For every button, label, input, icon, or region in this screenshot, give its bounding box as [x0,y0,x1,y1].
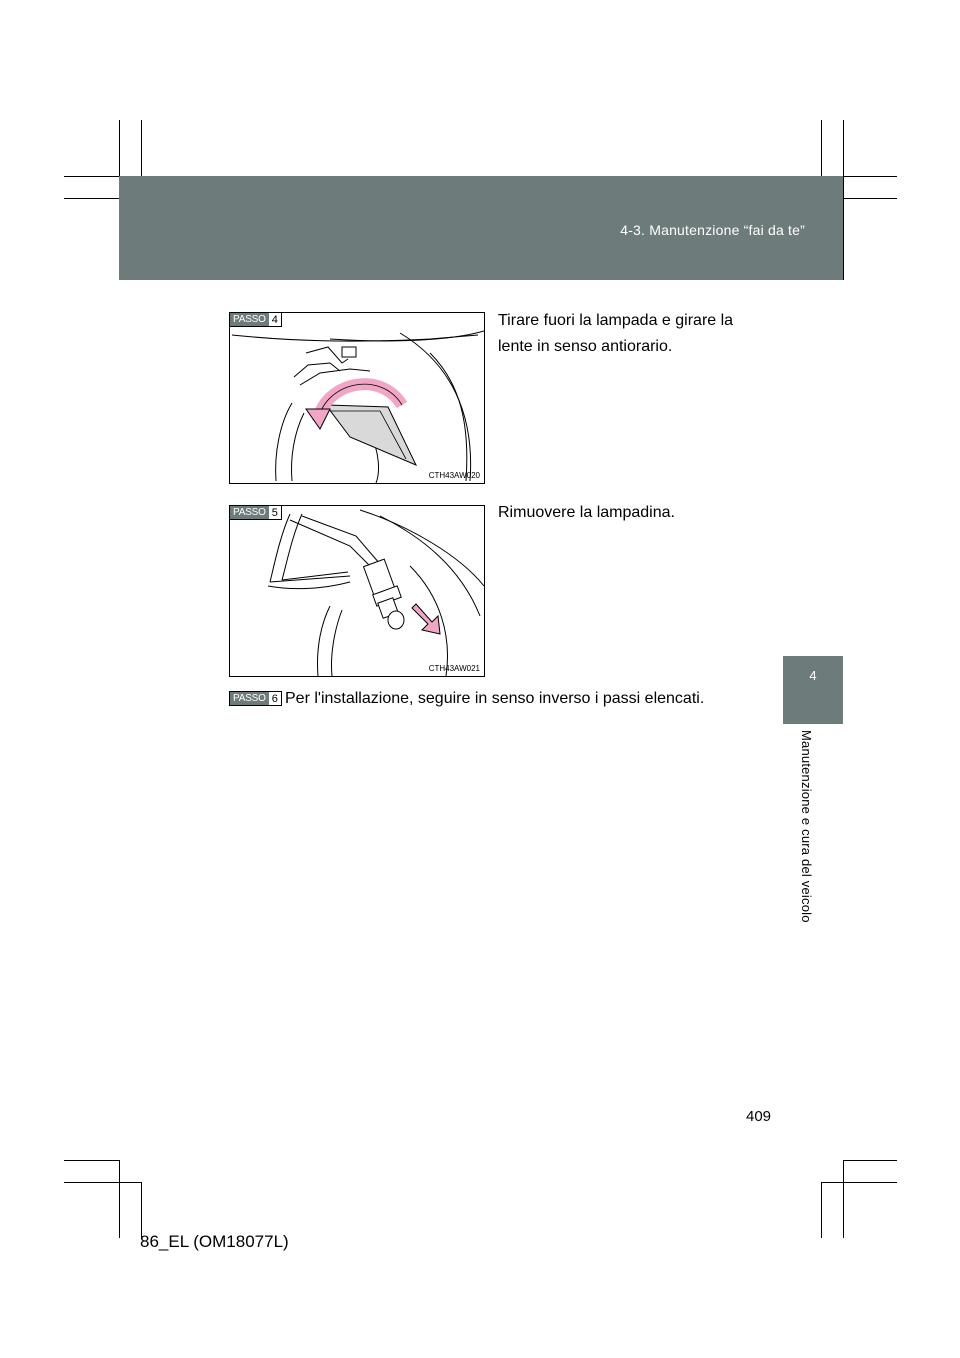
step-badge-number: 5 [269,506,281,519]
figure-code: CTH43AW021 [428,664,480,673]
crop-mark [119,1160,120,1238]
crop-mark [843,1160,844,1238]
crop-mark [821,120,822,176]
step-text: Rimuovere la lampadina. [498,504,675,521]
chapter-label: Manutenzione e cura del veicolo [799,730,814,923]
chapter-tab [783,656,843,724]
crop-mark [64,1160,120,1161]
crop-mark [141,120,142,176]
step-badge [229,691,282,706]
crop-mark [843,120,844,280]
document-code: 86_EL (OM18077L) [140,1232,289,1251]
step-badge-word: PASSO [230,506,269,519]
step-badge [229,312,282,327]
chapter-number: 4 [809,668,817,683]
crop-mark [64,198,120,199]
step-badge-word: PASSO [230,313,269,326]
remove-bulb-illustration-icon [230,506,485,677]
crop-mark [821,1182,897,1183]
step-text: Tirare fuori la lampada e girare la lente in senso antiorario. [498,312,734,355]
page-number: 409 [746,1108,772,1125]
section-title: 4-3. Manutenzione “fai da te” [620,222,805,238]
rotate-lens-illustration-icon [230,313,485,484]
step-badge [229,505,282,520]
header-band [119,176,843,280]
step-text: Per l'installazione, seguire in senso inverso i passi elencati. [285,690,705,707]
crop-mark [64,1182,142,1183]
figure-remove-bulb [229,505,485,677]
crop-mark [821,1182,822,1238]
crop-mark [843,1160,897,1161]
figure-rotate-lens [229,312,485,484]
step-badge-word: PASSO [230,692,269,705]
crop-mark [141,1182,142,1238]
step-badge-number: 6 [269,692,281,705]
figure-code: CTH43AW020 [428,471,480,480]
crop-mark [843,198,897,199]
step-badge-number: 4 [269,313,281,326]
